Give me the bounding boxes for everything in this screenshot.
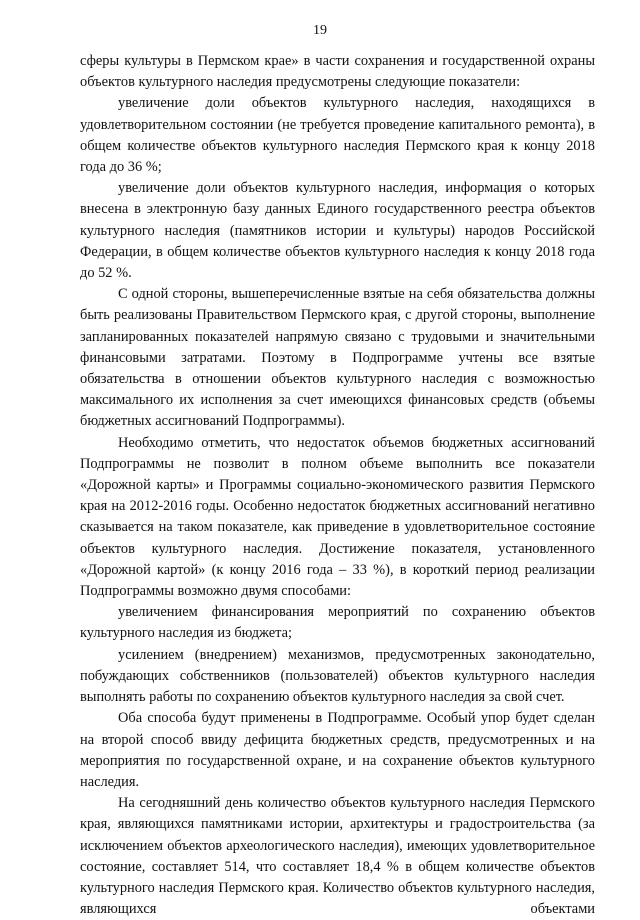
paragraph-7: усилением (внедрением) механизмов, предусмотренных законодательно, побуждающих собственников (пользователей) объектов культурного наследия выполнять работы по сохранению объектов культурного наследия за свой счет. bbox=[80, 646, 595, 706]
page-number: 19 bbox=[313, 23, 327, 38]
paragraph-5: Необходимо отметить, что недостаток объемов бюджетных ассигнований Подпрограммы не позволит в полном объеме выполнить все показатели «Дорожной карты» и Программы социально-экономического развития Пермского края на 2012-2016 годы. Особенно недостаток бюджетных ассигнований негативно сказывается на таком показателе, как приведение в удовлетворительное состояние объектов культурного наследия. Достижение показателя, установленного «Дорожной картой» (к концу 2016 года – 33 %), в короткий период реализации Подпрограммы возможно двумя способами: bbox=[80, 434, 595, 600]
paragraph-4: С одной стороны, вышеперечисленные взятые на себя обязательства должны быть реализованы Правительством Пермского края, с другой стороны, выполнение запланированных показателей напрямую связано с трудовыми и значительными финансовыми затратами. Поэтому в Подпрограмме учтены все взятые обязательства в отношении объектов культурного наследия с возможностью максимального их исполнения за счет имеющихся финансовых средств (объемы бюджетных ассигнований Подпрограммы). bbox=[80, 286, 595, 430]
paragraph-1: сферы культуры в Пермском крае» в части сохранения и государственной охраны объектов культурного наследия предусмотрены следующие показатели: bbox=[80, 53, 595, 91]
paragraph-3: увеличение доли объектов культурного наследия, информация о которых внесена в электронную базу данных Единого государственного реестра объектов культурного наследия (памятников истории и культуры) народов Российской Федерации, в общем количестве объектов культурного наследия к концу 2018 года до 52 %. bbox=[80, 180, 595, 282]
paragraph-8: Оба способа будут применены в Подпрограмме. Особый упор будет сделан на второй способ ввиду дефицита бюджетных средств, предусмотренных и на мероприятия по государственной охране, и на сохранение объектов культурного наследия. bbox=[80, 710, 595, 790]
document-body bbox=[80, 51, 595, 920]
paragraph-9: На сегодняшний день количество объектов культурного наследия Пермского края, являющихся памятниками истории, архитектуры и градостроительства (за исключением объектов археологического наследия), имеющих удовлетворительное состояние, составляет 514, что составляет 18,4 % в общем количестве объектов культурного наследия Пермского края. Количество объектов культурного наследия, являющихся объектами bbox=[80, 795, 595, 918]
paragraph-2: увеличение доли объектов культурного наследия, находящихся в удовлетворительном состоянии (не требуется проведение капитального ремонта), в общем количестве объектов культурного наследия Пермского края к концу 2018 года до 36 %; bbox=[80, 95, 595, 176]
paragraph-6: увеличением финансирования мероприятий по сохранению объектов культурного наследия из бюджета; bbox=[80, 604, 595, 642]
